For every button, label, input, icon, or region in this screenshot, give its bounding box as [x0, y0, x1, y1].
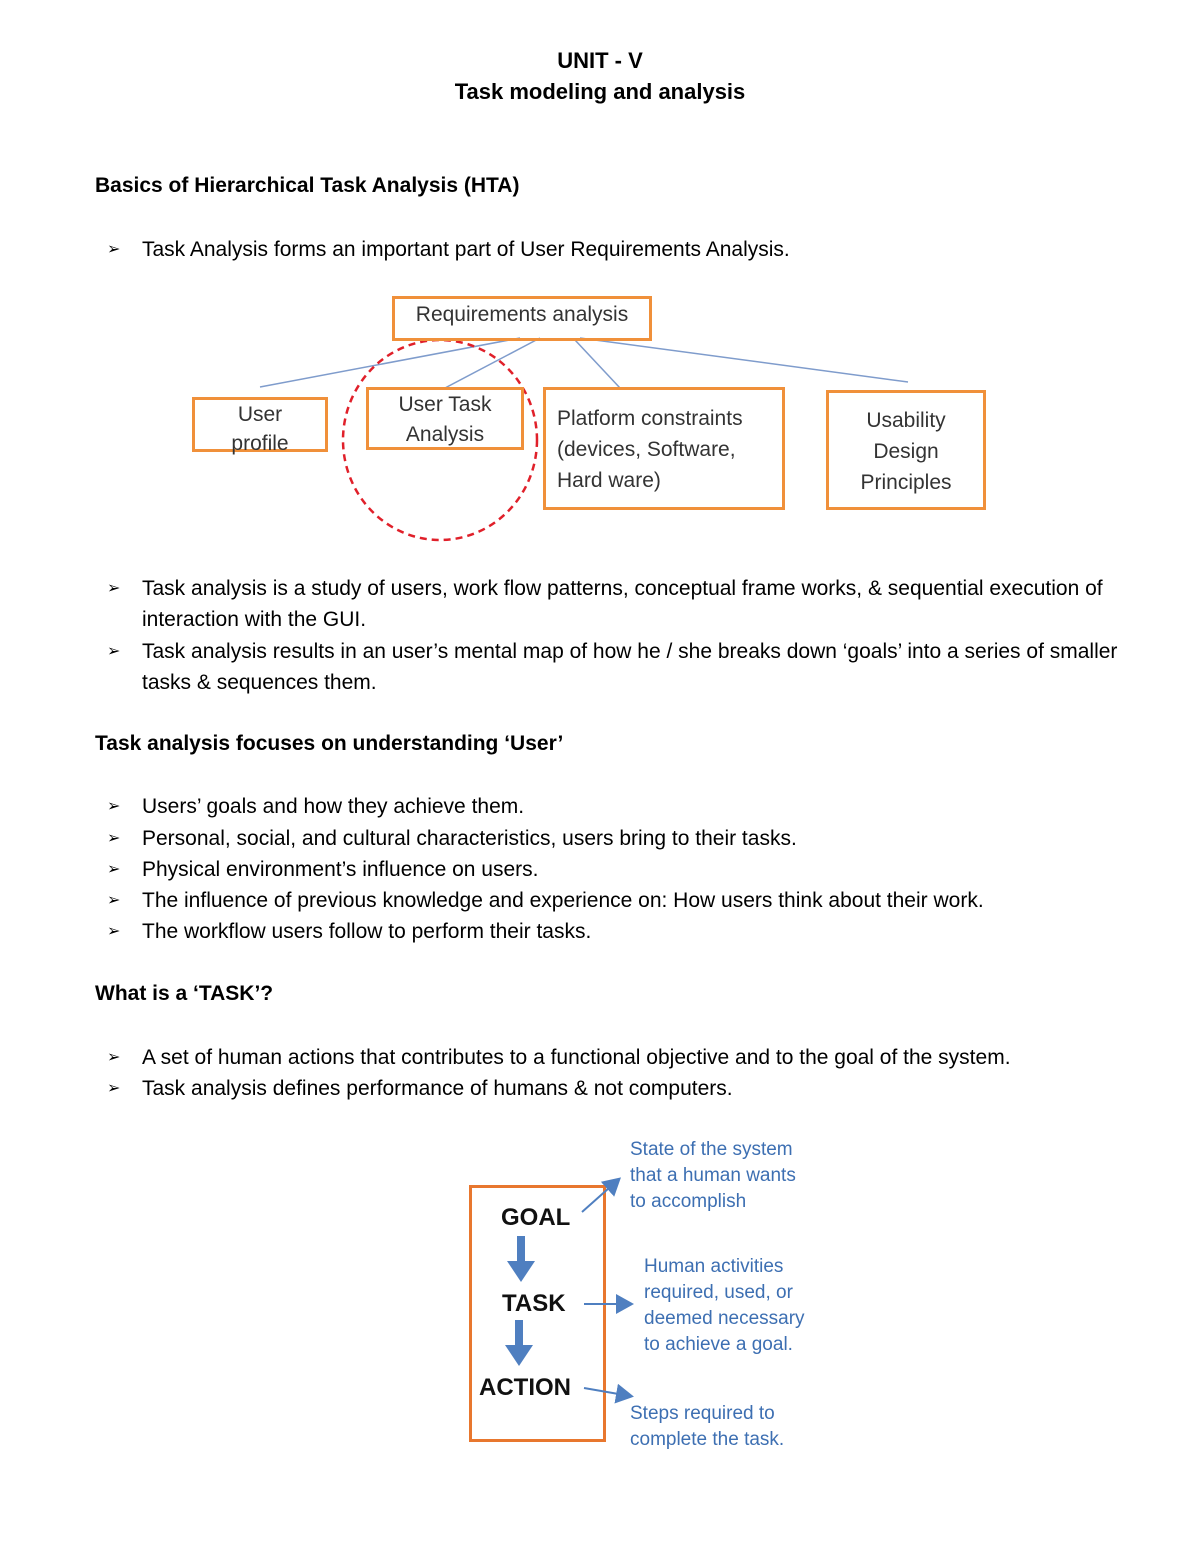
section-heading-user-focus: Task analysis focuses on understanding ‘User’ [95, 732, 564, 755]
list-item: ➢ Task analysis defines performance of humans & not computers. [107, 1073, 1157, 1104]
goal-task-action-diagram [460, 1130, 860, 1460]
section-heading-hta: Basics of Hierarchical Task Analysis (HTA) [95, 174, 520, 197]
bullet-arrow-icon: ➢ [107, 580, 121, 597]
bullet-arrow-icon: ➢ [107, 241, 121, 258]
task-note: Human activities required, used, or deemed necessary to achieve a goal. [644, 1256, 805, 1355]
bullet-arrow-icon: ➢ [107, 643, 121, 660]
bullet-arrow-icon: ➢ [107, 861, 121, 878]
bullet-arrow-icon: ➢ [107, 892, 121, 909]
requirements-analysis-box: Requirements analysis [392, 296, 652, 341]
list-item: ➢ The workflow users follow to perform their tasks. [107, 916, 1157, 947]
section-heading-what-is-task: What is a ‘TASK’? [95, 982, 274, 1005]
goal-label: GOAL [501, 1204, 571, 1231]
action-label: ACTION [479, 1374, 571, 1401]
requirements-diagram [180, 290, 1000, 550]
list-item: ➢ The influence of previous knowledge and experience on: How users think about their work. [107, 885, 1157, 916]
bullet-arrow-icon: ➢ [107, 1080, 121, 1097]
list-item: ➢ Personal, social, and cultural characteristics, users bring to their tasks. [107, 823, 1157, 854]
task-label: TASK [502, 1290, 566, 1317]
bullet-arrow-icon: ➢ [107, 923, 121, 940]
page-subtitle: Task modeling and analysis [454, 79, 746, 104]
user-task-analysis-box: User Task Analysis [366, 387, 524, 450]
list-item: ➢ Task analysis is a study of users, work flow patterns, conceptual frame works, & sequential execution of interaction with the GUI. [107, 573, 1157, 635]
bullet-arrow-icon: ➢ [107, 1049, 121, 1066]
platform-constraints-box: Platform constraints (devices, Software, Hard ware) [543, 387, 785, 510]
list-item: ➢ Users’ goals and how they achieve them. [107, 791, 1157, 822]
bullet-arrow-icon: ➢ [107, 830, 121, 847]
list-item: ➢ Task Analysis forms an important part of User Requirements Analysis. [107, 234, 1157, 265]
bullet-arrow-icon: ➢ [107, 798, 121, 815]
usability-design-principles-box: Usability Design Principles [826, 390, 986, 510]
unit-title: UNIT - V [557, 48, 643, 73]
list-item: ➢ Task analysis results in an user’s mental map of how he / she breaks down ‘goals’ into a series of smaller tasks & sequences them. [107, 636, 1157, 698]
goal-note: State of the system that a human wants to accomplish [630, 1139, 796, 1212]
list-item: ➢ Physical environment’s influence on users. [107, 854, 1157, 885]
user-profile-box: User profile [192, 397, 328, 452]
action-note: Steps required to complete the task. [630, 1403, 785, 1450]
list-item: ➢ A set of human actions that contributes to a functional objective and to the goal of the system. [107, 1042, 1157, 1073]
